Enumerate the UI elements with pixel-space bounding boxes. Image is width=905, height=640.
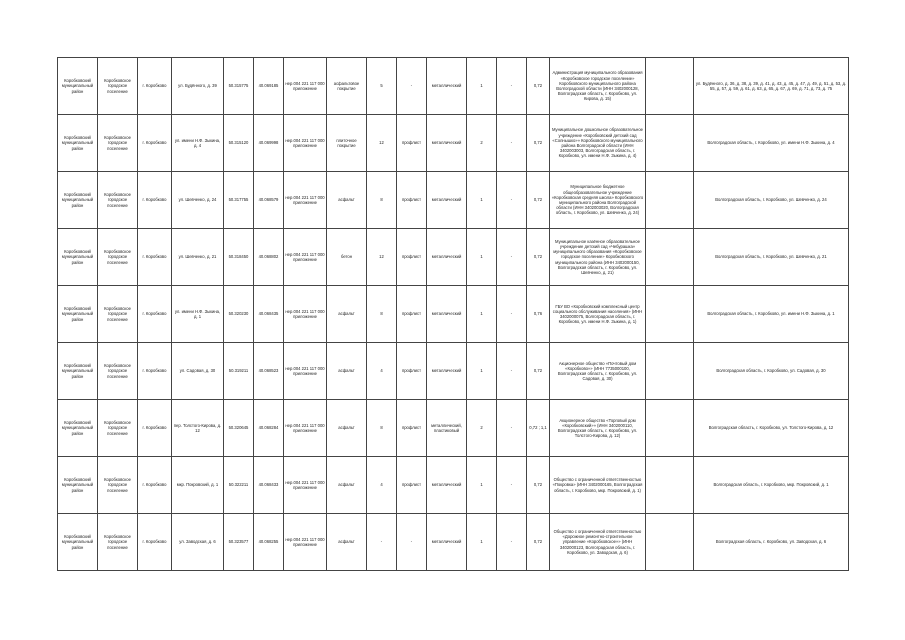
cell-served-addresses: Волгоградская область, г. Коробково, мкр. Покровский, д. 1 — [694, 457, 849, 514]
cell-latitude: 50.315775 — [224, 58, 254, 115]
cell-empty-cell: - — [497, 229, 527, 286]
cell-owner-organization: Муниципальное бюджетное общеобразовательное учреждение «Коробковская средняя школа» Коробковского муниципального района Волгоградской области (ИНН 3402003020, Волгоградская область, г. Коробково, ул. Шевченко, д. 24) — [550, 172, 646, 229]
cell-surface-type: плиточное покрытие — [327, 115, 367, 172]
cell-district: Коробковский муниципальный район — [58, 343, 98, 400]
cell-locality: г. Коробково — [138, 457, 172, 514]
cell-surface-type: бетон — [327, 229, 367, 286]
cell-fence-material: профлист — [397, 457, 427, 514]
cell-area: 8 — [367, 286, 397, 343]
cell-area: 8 — [367, 400, 397, 457]
table-row — [58, 343, 849, 400]
cell-latitude: 50.322211 — [224, 457, 254, 514]
cell-fence-material: профлист — [397, 172, 427, 229]
cell-area: 4 — [367, 343, 397, 400]
cell-container-count: 1 — [467, 58, 497, 115]
cell-district: Коробковский муниципальный район — [58, 400, 98, 457]
cell-fence-material: профлист — [397, 286, 427, 343]
cell-settlement: Коробковское городское поселение — [98, 115, 138, 172]
cell-container-material: металлический — [427, 286, 467, 343]
cell-fence-material: профлист — [397, 400, 427, 457]
cell-surface-type: асфальт — [327, 457, 367, 514]
cell-container-count: 1 — [467, 229, 497, 286]
table-row — [58, 514, 849, 571]
cell-district: Коробковский муниципальный район — [58, 58, 98, 115]
cell-owner-organization: Акционерное общество «Почтовый дом «Коробково»» (ИНН 7735000100, Волгоградская область, г. Коробково, ул. Садовая, д. 30) — [550, 343, 646, 400]
cell-fence-material: профлист — [397, 343, 427, 400]
cell-owner-organization: Администрация муниципального образования «Коробковское городское поселение» Коробковского муниципального района Волгоградской области (ИНН 3402000128, Волгоградская область, г. Коробково, ул. Кирова, д. 15) — [550, 58, 646, 115]
cell-district: Коробковский муниципальный район — [58, 115, 98, 172]
cell-locality: г. Коробково — [138, 115, 172, 172]
cell-container-material: металлический — [427, 457, 467, 514]
cell-surface-type: асфальт — [327, 400, 367, 457]
cell-area: 12 — [367, 115, 397, 172]
cell-latitude: 50.320230 — [224, 286, 254, 343]
cell-owner-organization: Общество с ограниченной ответственностью «Дорожное ремонтно-строительное управление «Коробковское»» (ИНН 3402000123, Волгоградская область, г. Коробково, ул. Заводская, д. 6) — [550, 514, 646, 571]
cell-container-volume: 0,72 ; 1,1 — [527, 400, 550, 457]
table-row — [58, 400, 849, 457]
cell-settlement: Коробковское городское поселение — [98, 172, 138, 229]
table-row — [58, 58, 849, 115]
cell-locality: г. Коробково — [138, 58, 172, 115]
cell-longitude: 40.068523 — [254, 343, 284, 400]
cell-registry-number: нер.004 221 117 000 приложение — [284, 400, 327, 457]
cell-locality: г. Коробково — [138, 286, 172, 343]
cell-district: Коробковский муниципальный район — [58, 286, 98, 343]
cell-registry-number: нер.004 221 117 000 приложение — [284, 115, 327, 172]
cell-container-count: 1 — [467, 457, 497, 514]
cell-container-material: металлический — [427, 343, 467, 400]
cell-container-count: 1 — [467, 343, 497, 400]
cell-container-material: металлический — [427, 229, 467, 286]
cell-container-material: металлический — [427, 514, 467, 571]
cell-empty-cell-2 — [646, 58, 694, 115]
cell-empty-cell: - — [497, 514, 527, 571]
cell-empty-cell: - — [497, 172, 527, 229]
cell-locality: г. Коробково — [138, 343, 172, 400]
cell-empty-cell-2 — [646, 400, 694, 457]
cell-registry-number: нер.004 221 117 000 приложение — [284, 229, 327, 286]
cell-longitude: 40.068433 — [254, 457, 284, 514]
cell-fence-material: профлист — [397, 229, 427, 286]
cell-container-count: 2 — [467, 115, 497, 172]
cell-fence-material: - — [397, 514, 427, 571]
cell-container-volume: 0,72 — [527, 457, 550, 514]
cell-latitude: 50.317755 — [224, 172, 254, 229]
cell-owner-organization: Общество с ограниченной ответственностью «Покровка» (ИНН 3402000165, Волгоградская область, г. Коробково, мкр. Покровский, д. 1) — [550, 457, 646, 514]
cell-served-addresses: Волгоградская область, г. Коробково, ул. Шевченко, д. 24 — [694, 172, 849, 229]
cell-fence-material: - — [397, 58, 427, 115]
table-row — [58, 172, 849, 229]
cell-container-material: металлический — [427, 115, 467, 172]
cell-latitude: 50.323577 — [224, 514, 254, 571]
cell-served-addresses: Волгоградская область, г. Коробково, ул. Толстого-Кирова, д. 12 — [694, 400, 849, 457]
cell-locality: г. Коробково — [138, 229, 172, 286]
cell-served-addresses: Волгоградская область, г. Коробково, ул. Шевченко, д. 21 — [694, 229, 849, 286]
cell-area: 5 — [367, 58, 397, 115]
cell-longitude: 40.068284 — [254, 400, 284, 457]
cell-empty-cell: - — [497, 457, 527, 514]
cell-area: - — [367, 514, 397, 571]
cell-longitude: 40.068435 — [254, 286, 284, 343]
cell-container-volume: 0,72 — [527, 343, 550, 400]
cell-latitude: 50.315120 — [224, 115, 254, 172]
cell-street-address: ул. Шевченко, д. 21 — [172, 229, 224, 286]
cell-empty-cell-2 — [646, 514, 694, 571]
cell-container-volume: 0,72 — [527, 172, 550, 229]
cell-surface-type: асфальтовое покрытие — [327, 58, 367, 115]
cell-served-addresses: Волгоградская область, г. Коробково, ул. Заводская, д. 6 — [694, 514, 849, 571]
cell-registry-number: нер.004 221 117 000 приложение — [284, 172, 327, 229]
cell-container-volume: 0,72 — [527, 58, 550, 115]
cell-surface-type: асфальт — [327, 343, 367, 400]
cell-container-material: металлический, пластиковый — [427, 400, 467, 457]
cell-container-volume: 0,76 — [527, 286, 550, 343]
cell-surface-type: асфальт — [327, 286, 367, 343]
cell-empty-cell-2 — [646, 343, 694, 400]
cell-container-volume: 0,72 — [527, 229, 550, 286]
cell-street-address: ул. Садовая, д. 30 — [172, 343, 224, 400]
cell-container-volume: 0,72 — [527, 115, 550, 172]
cell-container-count: 2 — [467, 400, 497, 457]
cell-latitude: 50.319211 — [224, 343, 254, 400]
cell-owner-organization: Муниципальное казённое образовательное учреждение детский сад «Чебурашка» муниципального образования «Коробковское городское поселение» Коробковского муниципального района (ИНН 3402000150, Волгоградская область, г. Коробково, ул. Шевченко, д. 21) — [550, 229, 646, 286]
cell-container-material: металлический — [427, 58, 467, 115]
cell-served-addresses: Волгоградская область, г. Коробково, ул. имени Н.Ф. Зыкина, д. 1 — [694, 286, 849, 343]
cell-longitude: 40.068255 — [254, 514, 284, 571]
cell-longitude: 40.069185 — [254, 58, 284, 115]
cell-locality: г. Коробково — [138, 400, 172, 457]
cell-settlement: Коробковское городское поселение — [98, 514, 138, 571]
cell-empty-cell-2 — [646, 229, 694, 286]
table-row — [58, 457, 849, 514]
cell-settlement: Коробковское городское поселение — [98, 400, 138, 457]
cell-served-addresses: Волгоградская область, г. Коробково, ул. Садовая, д. 30 — [694, 343, 849, 400]
cell-locality: г. Коробково — [138, 172, 172, 229]
cell-empty-cell: - — [497, 343, 527, 400]
table-row — [58, 229, 849, 286]
cell-registry-number: нер.004 221 117 000 приложение — [284, 343, 327, 400]
cell-empty-cell: - — [497, 286, 527, 343]
cell-empty-cell-2 — [646, 172, 694, 229]
cell-empty-cell-2 — [646, 457, 694, 514]
cell-surface-type: асфальт — [327, 172, 367, 229]
cell-container-material: металлический — [427, 172, 467, 229]
cell-container-volume: 0,72 — [527, 514, 550, 571]
cell-street-address: ул. имени Н.Ф. Зыкина, д. 1 — [172, 286, 224, 343]
cell-registry-number: нер.004 221 117 000 приложение — [284, 457, 327, 514]
cell-empty-cell-2 — [646, 286, 694, 343]
cell-district: Коробковский муниципальный район — [58, 229, 98, 286]
cell-area: 12 — [367, 229, 397, 286]
cell-owner-organization: Муниципальное дошкольное образовательное учреждение «Коробковский детский сад «Солнышко»» Коробковского муниципального района Волгоградской области (ИНН 3402003003, Волгоградская область, г. Коробково, ул. имени Н.Ф. Зыкина, д. 4) — [550, 115, 646, 172]
cell-surface-type: асфальт — [327, 514, 367, 571]
cell-empty-cell: - — [497, 58, 527, 115]
table-row — [58, 115, 849, 172]
cell-registry-number: нер.004 221 117 000 приложение — [284, 514, 327, 571]
cell-empty-cell-2 — [646, 115, 694, 172]
cell-street-address: пер. Толстого-Кирова, д. 12 — [172, 400, 224, 457]
cell-longitude: 40.068802 — [254, 229, 284, 286]
cell-latitude: 50.318450 — [224, 229, 254, 286]
cell-settlement: Коробковское городское поселение — [98, 229, 138, 286]
cell-fence-material: профлист — [397, 115, 427, 172]
cell-district: Коробковский муниципальный район — [58, 172, 98, 229]
cell-street-address: ул. имени Н.Ф. Зыкина, д. 4 — [172, 115, 224, 172]
cell-container-count: 1 — [467, 286, 497, 343]
cell-latitude: 50.320645 — [224, 400, 254, 457]
cell-locality: г. Коробково — [138, 514, 172, 571]
cell-settlement: Коробковское городское поселение — [98, 286, 138, 343]
cell-owner-organization: ГБУ ВО «Коробковский комплексный центр социального обслуживания населения» (ИНН 3402000075, Волгоградская область, г. Коробково, ул. имени Н.Ф. Зыкина, д. 1) — [550, 286, 646, 343]
cell-settlement: Коробковское городское поселение — [98, 58, 138, 115]
cell-district: Коробковский муниципальный район — [58, 457, 98, 514]
cell-registry-number: нер.004 221 117 000 приложение — [284, 286, 327, 343]
cell-container-count: 1 — [467, 172, 497, 229]
cell-longitude: 40.069998 — [254, 115, 284, 172]
cell-district: Коробковский муниципальный район — [58, 514, 98, 571]
cell-empty-cell: - — [497, 115, 527, 172]
cell-settlement: Коробковское городское поселение — [98, 343, 138, 400]
cell-served-addresses: Волгоградская область, г. Коробково, ул. имени Н.Ф. Зыкина, д. 4 — [694, 115, 849, 172]
cell-settlement: Коробковское городское поселение — [98, 457, 138, 514]
cell-area: 4 — [367, 457, 397, 514]
cell-longitude: 40.068579 — [254, 172, 284, 229]
cell-street-address: мкр. Покровский, д. 1 — [172, 457, 224, 514]
cell-street-address: ул. Будённого, д. 39 — [172, 58, 224, 115]
cell-street-address: ул. Заводская, д. 6 — [172, 514, 224, 571]
cell-served-addresses: ул. Будённого, д. 36, д. 38, д. 39, д. 41, д. 43, д. 45, д. 47, д. 49, д. 51, д. 53, д. 55, д. 57, д. 59, д. 61, д. 63, д. 65, д. 67, д. 69, д. 71, д. 73, д. 75 — [694, 58, 849, 115]
cell-registry-number: нер.004 221 117 000 приложение — [284, 58, 327, 115]
table-row — [58, 286, 849, 343]
cell-owner-organization: Акционерное общество «Торговый дом «Коробковский»» (ИНН 3402000110, Волгоградская область, г. Коробково, ул. Толстого-Кирова, д. 12) — [550, 400, 646, 457]
cell-street-address: ул. Шевченко, д. 24 — [172, 172, 224, 229]
container-sites-table — [57, 57, 849, 571]
cell-empty-cell: - — [497, 400, 527, 457]
cell-area: 8 — [367, 172, 397, 229]
cell-container-count: 1 — [467, 514, 497, 571]
